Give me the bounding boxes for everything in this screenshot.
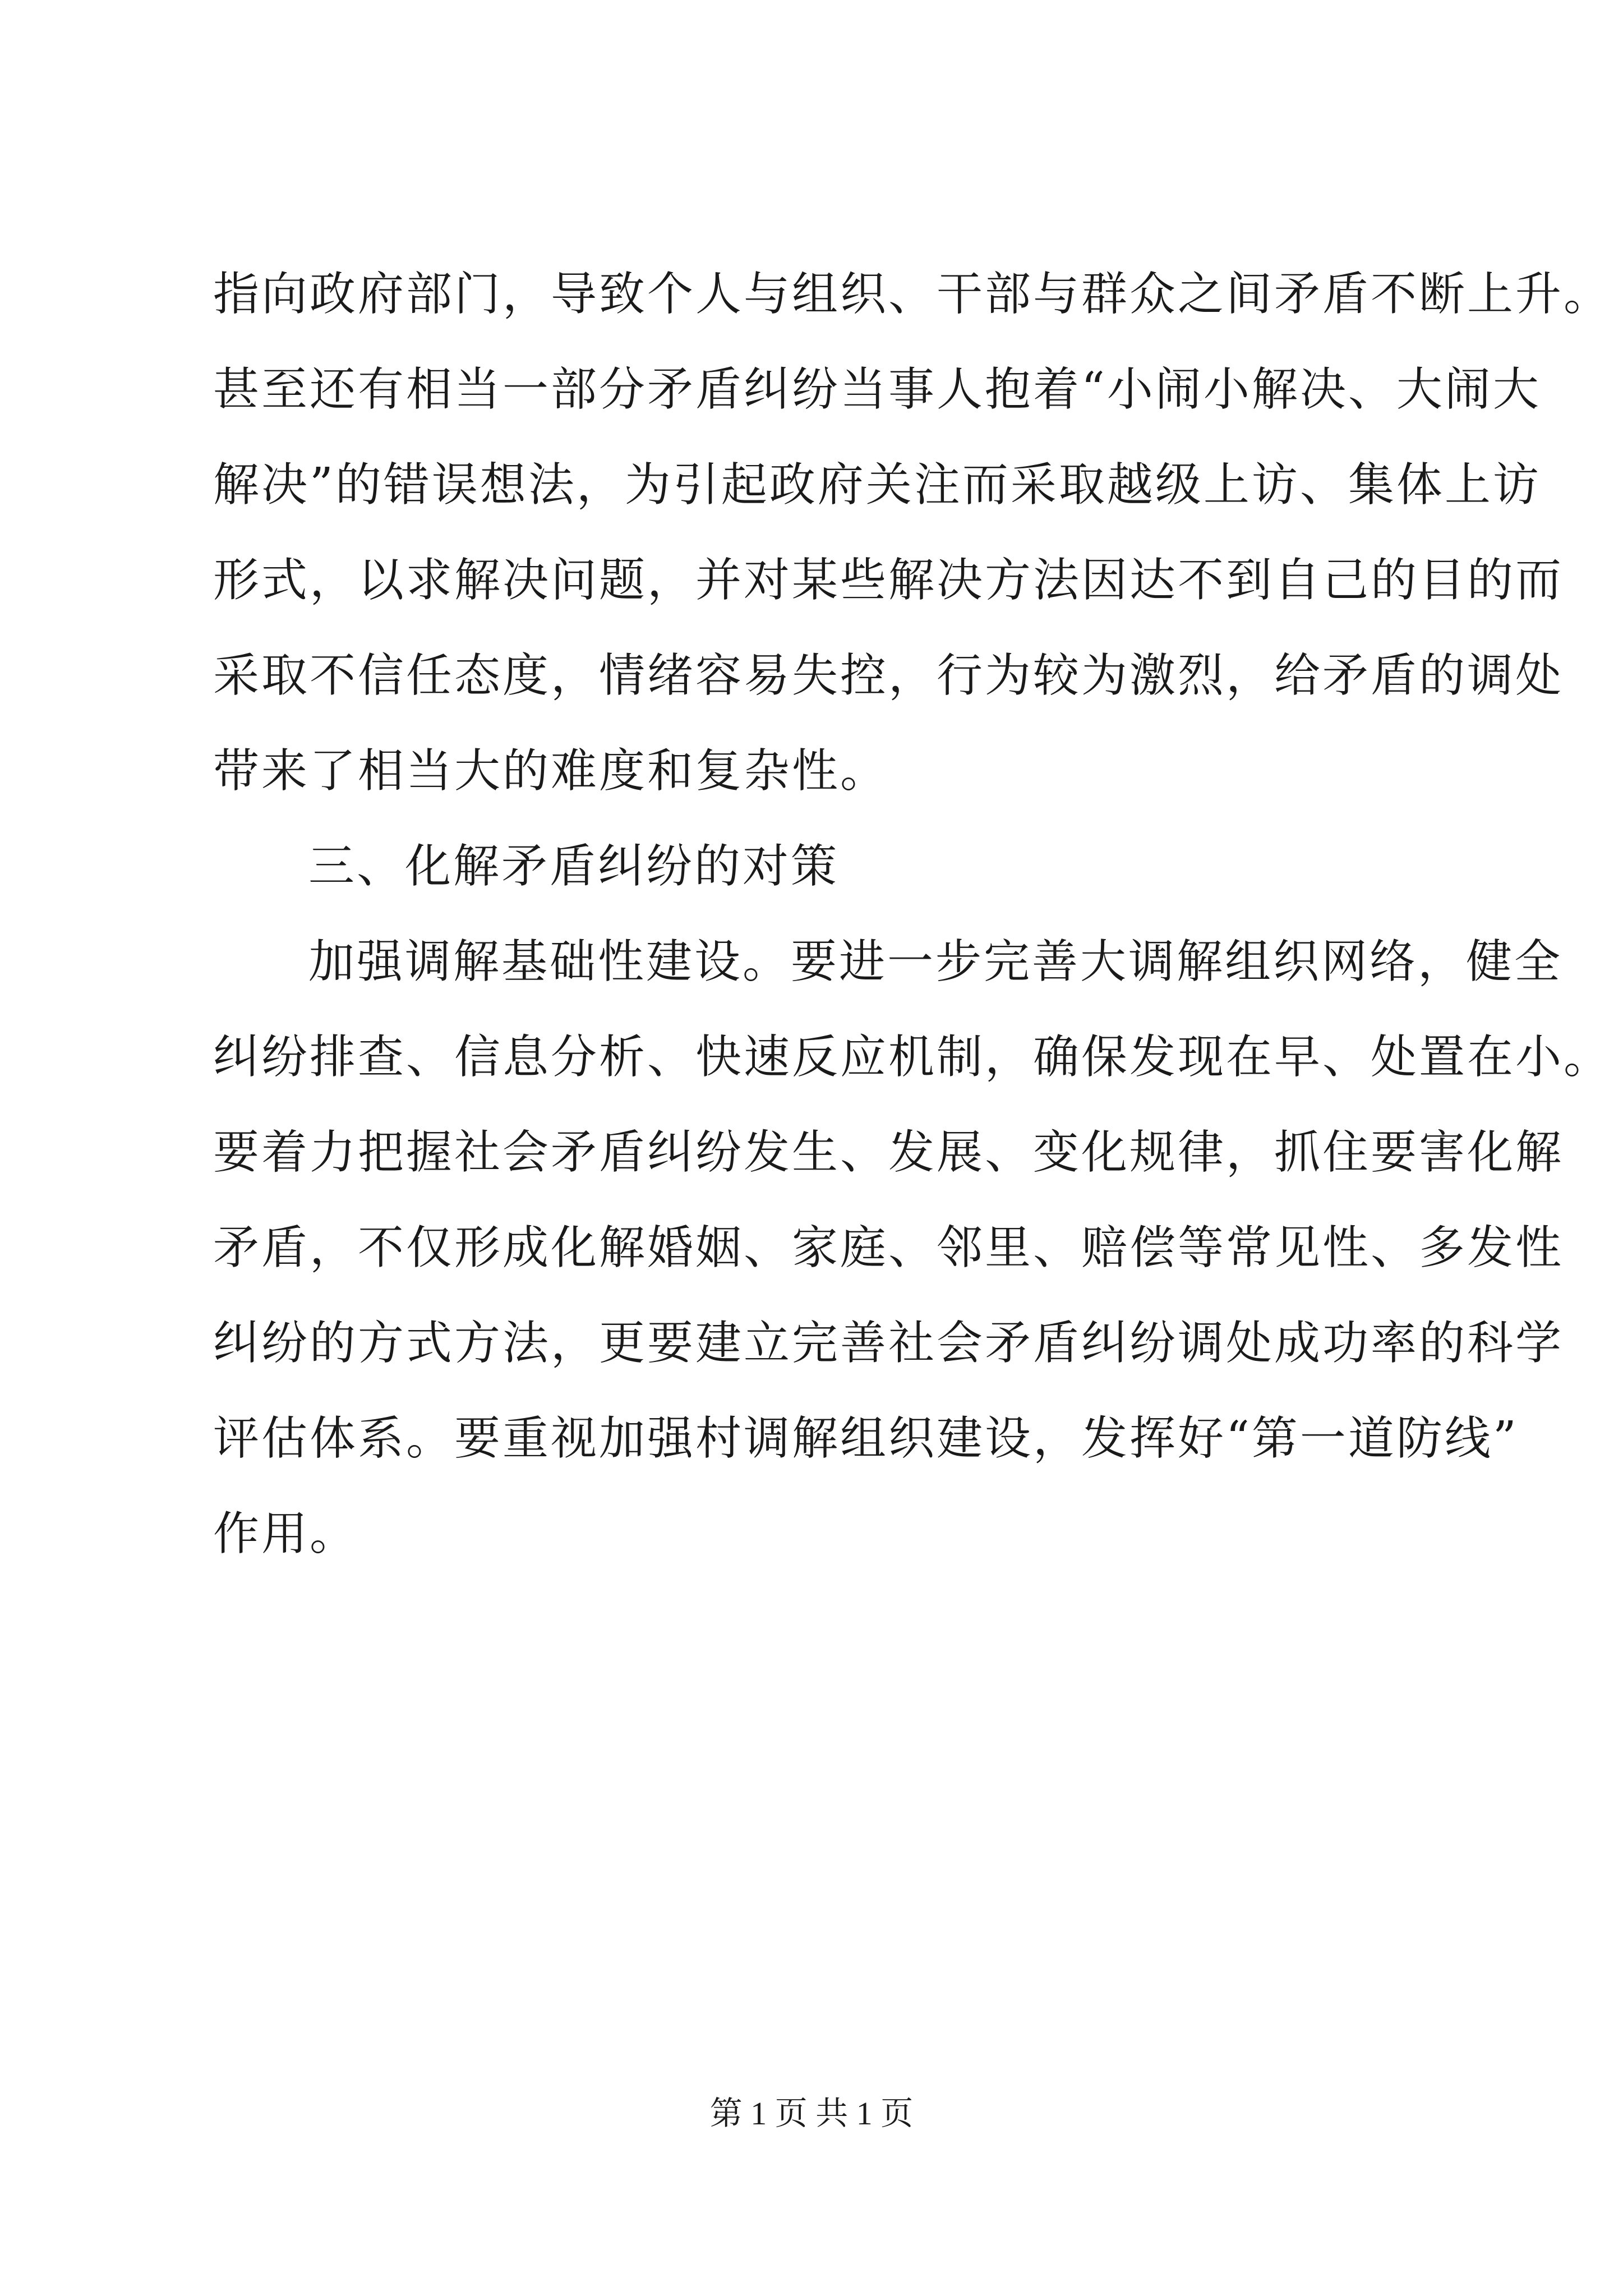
page-footer <box>0 2087 1623 2134</box>
body-text-line: 要着力把握社会矛盾纠纷发生、发展、变化规律，抓住要害化解 <box>213 1126 1564 1179</box>
body-text-line: 作用。 <box>213 1507 358 1561</box>
body-text-line: 评估体系。要重视加强村调解组织建设，发挥好“第一道防线” <box>213 1412 1519 1465</box>
body-text-line: 甚至还有相当一部分矛盾纠纷当事人抱着“小闹小解决、大闹大 <box>213 363 1541 416</box>
document-body <box>213 247 1612 1582</box>
body-text-line: 指向政府部门，导致个人与组织、干部与群众之间矛盾不断上升。 <box>213 268 1612 321</box>
body-text-line: 纠纷的方式方法，更要建立完善社会矛盾纠纷调处成功率的科学 <box>213 1317 1564 1370</box>
body-text-line: 矛盾，不仅形成化解婚姻、家庭、邻里、赔偿等常见性、多发性 <box>213 1221 1564 1274</box>
body-text-line: 解决”的错误想法，为引起政府关注而采取越级上访、集体上访 <box>213 458 1541 512</box>
body-text-line: 加强调解基础性建设。要进一步完善大调解组织网络，健全 <box>308 935 1563 988</box>
page-number-label: 第 1 页 共 1 页 <box>709 2095 914 2132</box>
body-text-line: 带来了相当大的难度和复杂性。 <box>213 744 889 798</box>
section-heading: 三、化解矛盾纠纷的对策 <box>308 840 840 893</box>
body-text-line: 采取不信任态度，情绪容易失控，行为较为激烈，给矛盾的调处 <box>213 649 1564 702</box>
body-text-line: 纠纷排查、信息分析、快速反应机制，确保发现在早、处置在小。 <box>213 1030 1612 1084</box>
body-text-line: 形式，以求解决问题，并对某些解决方法因达不到自己的目的而 <box>213 554 1564 607</box>
